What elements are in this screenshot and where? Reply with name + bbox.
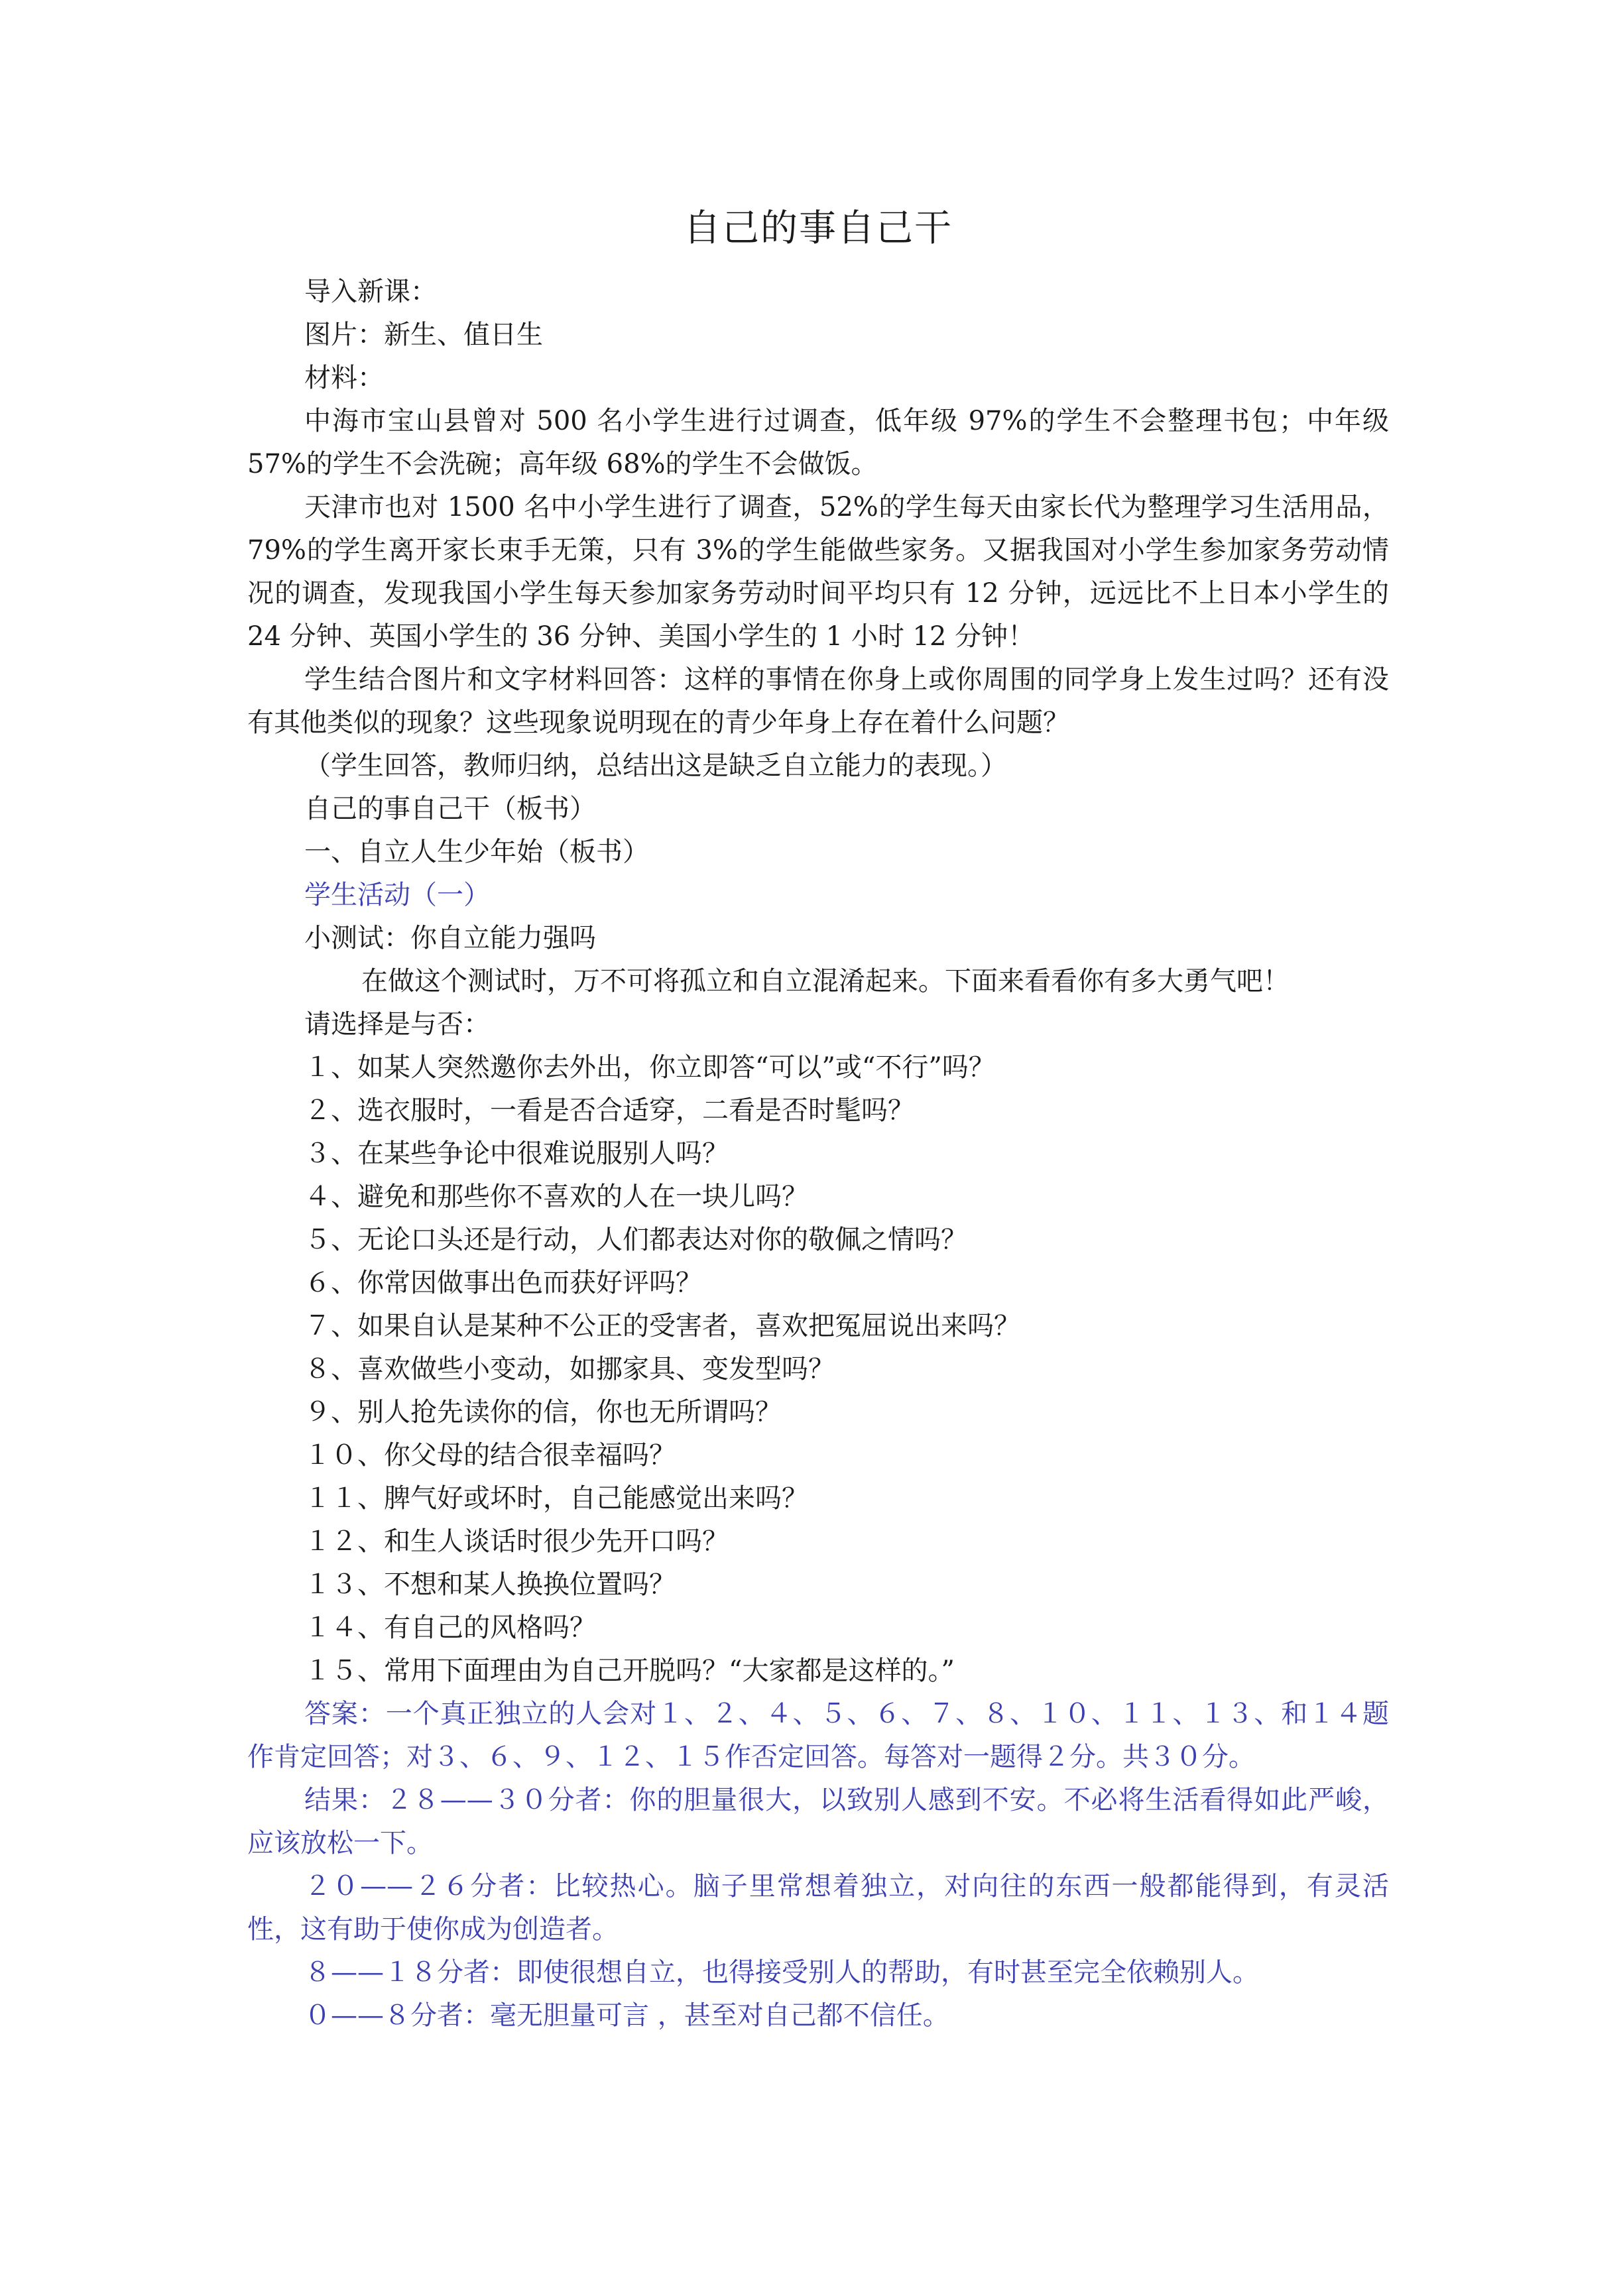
result-8-18: ８——１８分者：即使很想自立，也得接受别人的帮助，有时甚至完全依赖别人。 xyxy=(304,1957,1259,1988)
result-0-8: ０——８分者：毫无胆量可言 ，甚至对自己都不信任。 xyxy=(304,2000,949,2031)
question-item: １０、你父母的结合很幸福吗？ xyxy=(304,1440,676,1471)
question-item: １２、和生人谈话时很少先开口吗？ xyxy=(304,1526,729,1557)
test-intro: 在做这个测试时，万不可将孤立和自立混淆起来。下面来看看你有多大勇气吧！ xyxy=(361,966,1290,997)
answer-key: 答案：一个真正独立的人会对１、２、４、５、６、７、８、１０、１１、１３、和１４题作肯定回答；对３、６、９、１２、１５作否定回答。每答对一题得２分。共３０分。 xyxy=(247,1699,1389,1772)
question-item: ６、你常因做事出色而获好评吗？ xyxy=(304,1268,702,1298)
board-note-1: 自己的事自己干（板书） xyxy=(304,794,596,824)
question-list xyxy=(247,1046,1389,1693)
question-item: ２、选衣服时，一看是否合适穿，二看是否时髦吗？ xyxy=(304,1095,914,1126)
question-item: ３、在某些争论中很难说服别人吗？ xyxy=(304,1138,729,1169)
intro-pictures: 图片：新生、值日生 xyxy=(304,320,543,350)
teacher-summary: （学生回答，教师归纳，总结出这是缺乏自立能力的表现。） xyxy=(304,751,1007,781)
question-item: ９、别人抢先读你的信，你也无所谓吗？ xyxy=(304,1397,782,1427)
materials-label: 材料： xyxy=(304,363,384,393)
test-title: 小测试：你自立能力强吗 xyxy=(304,923,596,953)
question-item: ４、避免和那些你不喜欢的人在一块儿吗？ xyxy=(304,1181,808,1212)
question-item: ７、如果自认是某种不公正的受害者，喜欢把冤屈说出来吗？ xyxy=(304,1311,1020,1341)
discussion-question: 学生结合图片和文字材料回答：这样的事情在你身上或你周围的同学身上发生过吗？还有没有其他类似的现象？这些现象说明现在的青少年身上存在着什么问题？ xyxy=(247,664,1389,738)
question-item: ５、无论口头还是行动，人们都表达对你的敬佩之情吗？ xyxy=(304,1225,967,1255)
result-20-26: ２０——２６分者：比较热心。脑子里常想着独立，对向往的东西一般都能得到，有灵活性，这有助于使你成为创造者。 xyxy=(247,1871,1389,1945)
page-title: 自己的事自己干 xyxy=(684,207,953,250)
question-item: １、如某人突然邀你去外出，你立即答“可以”或“不行”吗？ xyxy=(304,1052,995,1083)
result-28-30: 结果：２８——３０分者：你的胆量很大，以致别人感到不安。不必将生活看得如此严峻，应该放松一下。 xyxy=(247,1785,1389,1858)
question-item: １４、有自己的风格吗？ xyxy=(304,1612,596,1643)
question-item: １５、常用下面理由为自己开脱吗？“大家都是这样的。” xyxy=(304,1656,955,1686)
question-item: １１、脾气好或坏时，自己能感觉出来吗？ xyxy=(304,1483,808,1514)
board-note-2: 一、自立人生少年始（板书） xyxy=(304,837,649,867)
question-item: ８、喜欢做些小变动，如挪家具、变发型吗？ xyxy=(304,1354,835,1384)
material-paragraph-1: 中海市宝山县曾对 500 名小学生进行过调查，低年级 97%的学生不会整理书包；中年级 57%的学生不会洗碗；高年级 68%的学生不会做饭。 xyxy=(247,406,1389,479)
material-paragraph-2: 天津市也对 1500 名中小学生进行了调查，52%的学生每天由家长代为整理学习生活用品，79%的学生离开家长束手无策，只有 3%的学生能做些家务。又据我国对小学生参加家务劳动情况的调查，发现我国小学生每天参加家务劳动时间平均只有 12 分钟，远远比不上日本小学生的 24 分钟、英国小学生的 36 分钟、美国小学生的 1 小时 12 分钟！ xyxy=(247,492,1389,652)
document-page xyxy=(247,199,1389,2037)
test-instruction: 请选择是与否： xyxy=(304,1009,490,1040)
question-item: １３、不想和某人换换位置吗？ xyxy=(304,1569,676,1600)
intro-heading: 导入新课： xyxy=(304,276,437,307)
activity-heading: 学生活动（一） xyxy=(304,880,490,910)
